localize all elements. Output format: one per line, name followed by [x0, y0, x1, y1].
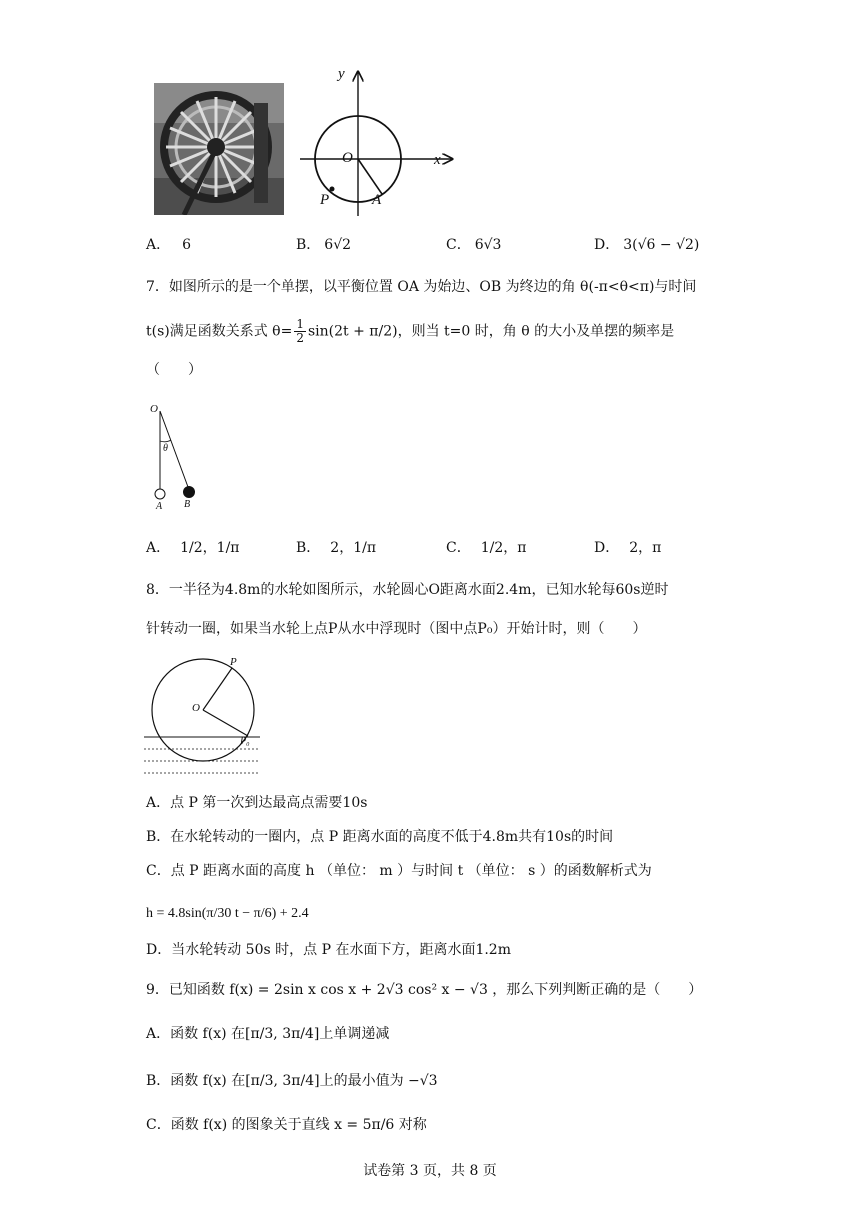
- pendulum-a-label: A: [156, 501, 163, 512]
- point-p-label: P: [320, 192, 330, 208]
- q8-stem-line2: 针转动一圈，如果当水轮上点P从水中浮现时（图中点P₀）开始计时，则（ ）: [146, 621, 647, 637]
- q8-option-a: A．点 P 第一次到达最高点需要10s: [146, 795, 368, 811]
- pendulum-b-label: B: [184, 499, 191, 510]
- origin-label: O: [342, 150, 353, 166]
- wheel-o-label: O: [192, 702, 200, 714]
- wheel-p0-label: P₀: [240, 736, 250, 747]
- q8-option-b: B．在水轮转动的一圈内，点 P 距离水面的高度不低于4.8m共有10s的时间: [146, 829, 614, 845]
- page-footer: 试卷第 3 页，共 8 页: [363, 1163, 497, 1179]
- q8-option-c-formula: h = 4.8sin(π/30 t − π/6) + 2.4: [146, 906, 309, 921]
- q7-option-b: B． 2，1/π: [296, 540, 377, 556]
- q7-half-fraction: $\frac{1}{2}$: [296, 317, 304, 345]
- point-a-label: A: [372, 192, 382, 208]
- q8-option-d: D．当水轮转动 50s 时，点 P 在水面下方，距离水面1.2m: [146, 942, 511, 958]
- circle-coordinate-figure: [300, 66, 460, 222]
- q6-option-d: D． 3(√6 − √2): [594, 237, 700, 253]
- pendulum-o-label: O: [150, 403, 158, 415]
- q7-option-a: A． 1/2，1/π: [146, 540, 240, 556]
- q6-option-a: A． 6: [146, 237, 192, 253]
- q7-answer-paren: （ ）: [146, 362, 202, 378]
- q9-option-b: B．函数 f(x) 在[π/3, 3π/4]上的最小值为 −√3: [146, 1073, 438, 1089]
- waterwheel-photo: [154, 83, 284, 215]
- q8-option-c: C．点 P 距离水面的高度 h （单位： m ）与时间 t （单位： s ）的函数解析式为: [146, 863, 652, 879]
- pendulum-figure: [146, 403, 206, 515]
- q9-stem: 9．已知函数 f(x) = 2sin x cos x + 2√3 cos² x − √3 ，那么下列判断正确的是（ ）: [146, 982, 703, 998]
- q6-option-c: C． 6√3: [446, 237, 502, 253]
- q9-option-a: A．函数 f(x) 在[π/3, 3π/4]上单调递减: [146, 1026, 390, 1042]
- q6-option-b: B． 6√2: [296, 237, 352, 253]
- q7-formula: sin(2t + π/2): [307, 323, 398, 340]
- q7-option-d: D． 2，π: [594, 540, 662, 556]
- wheel-p-label: P: [230, 656, 237, 668]
- axis-x-label: x: [434, 152, 441, 168]
- pendulum-theta-label: θ: [163, 443, 168, 454]
- axis-y-label: y: [338, 66, 345, 82]
- waterwheel-figure: [144, 656, 264, 778]
- q7-stem-line2: t(s)满足函数关系式 θ= $\frac{1}{2}$ sin(2t + π/2)，则当 t=0 时，角 θ 的大小及单摆的频率是: [146, 317, 675, 345]
- q9-option-c: C．函数 f(x) 的图象关于直线 x = 5π/6 对称: [146, 1117, 427, 1133]
- q8-stem-line1: 8．一半径为4.8m的水轮如图所示，水轮圆心O距离水面2.4m，已知水轮每60s逆时: [146, 582, 669, 598]
- q7-option-c: C． 1/2，π: [446, 540, 527, 556]
- q7-stem-line1: 7．如图所示的是一个单摆，以平衡位置 OA 为始边、OB 为终边的角 θ(-π<θ<π)与时间: [146, 279, 697, 295]
